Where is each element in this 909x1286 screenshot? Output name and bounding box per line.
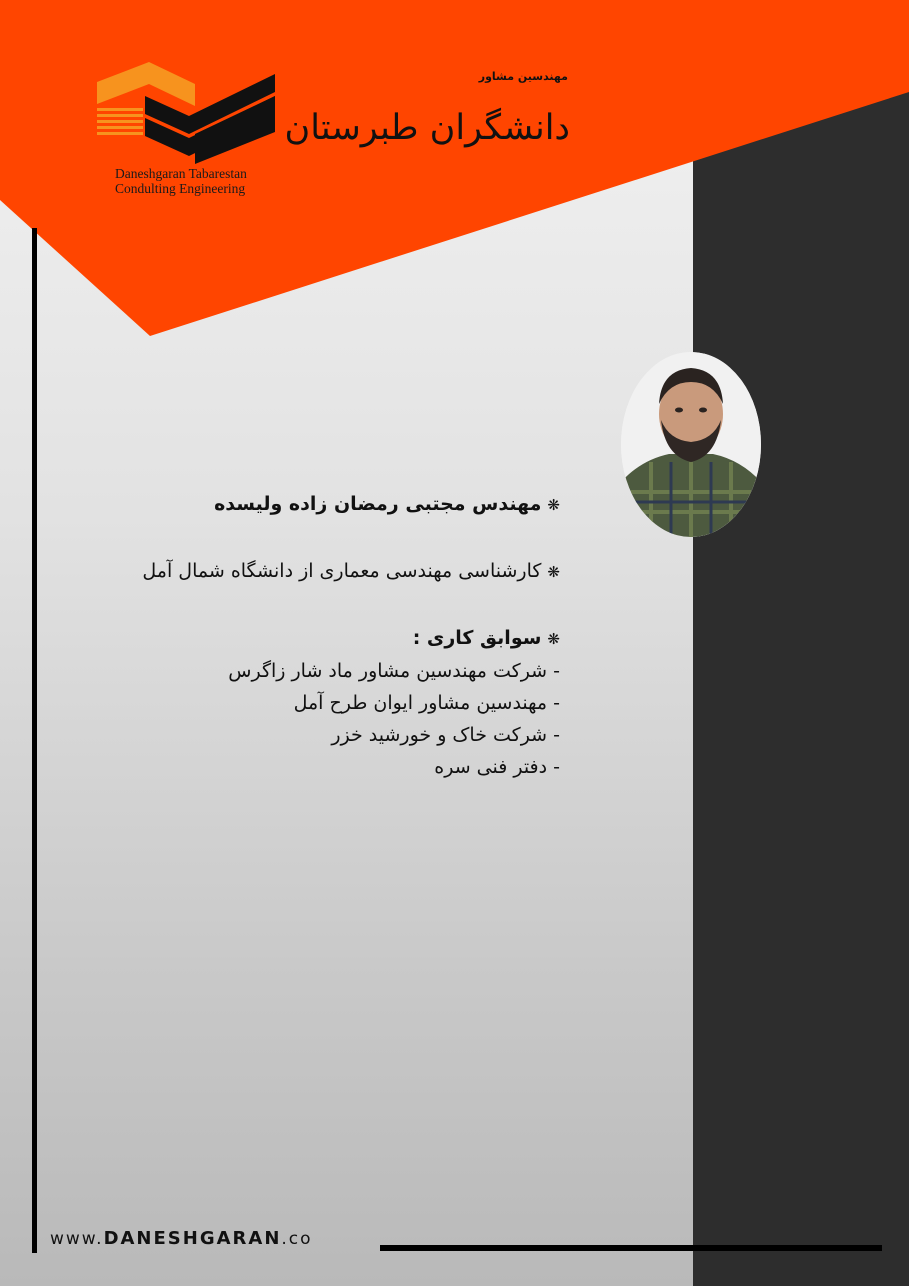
company-name-english	[115, 166, 247, 196]
company-name-en-line2: Condulting Engineering	[115, 181, 246, 196]
bullet-icon: ❋	[547, 496, 560, 514]
experience-item: - مهندسین مشاور ایوان طرح آمل	[293, 692, 560, 714]
experience-heading: ❋سوابق کاری :	[412, 627, 560, 649]
education: ❋کارشناسی مهندسی معماری از دانشگاه شمال آمل	[142, 560, 560, 582]
company-name-persian: دانشگران طبرستان	[284, 108, 570, 148]
bullet-icon: ❋	[547, 630, 560, 648]
company-logo-icon	[97, 62, 277, 164]
bottom-horizontal-rule	[380, 1245, 882, 1251]
engineer-name: ❋مهندس مجتبی رمضان زاده ولیسده	[214, 493, 560, 515]
company-subtitle-persian: مهندسین مشاور	[478, 70, 568, 83]
person-portrait-icon	[621, 352, 761, 537]
left-vertical-rule	[32, 228, 37, 1253]
experience-item: - دفتر فنی سره	[434, 756, 560, 778]
website-url[interactable]: www.DANESHGARAN.co	[50, 1228, 313, 1249]
bullet-icon: ❋	[547, 563, 560, 581]
profile-photo	[621, 352, 761, 537]
experience-item: - شرکت مهندسین مشاور ماد شار زاگرس	[228, 660, 560, 682]
company-name-en-line1: Daneshgaran Tabarestan	[115, 166, 247, 181]
experience-item: - شرکت خاک و خورشید خزر	[331, 724, 560, 746]
profile-details	[100, 488, 560, 783]
